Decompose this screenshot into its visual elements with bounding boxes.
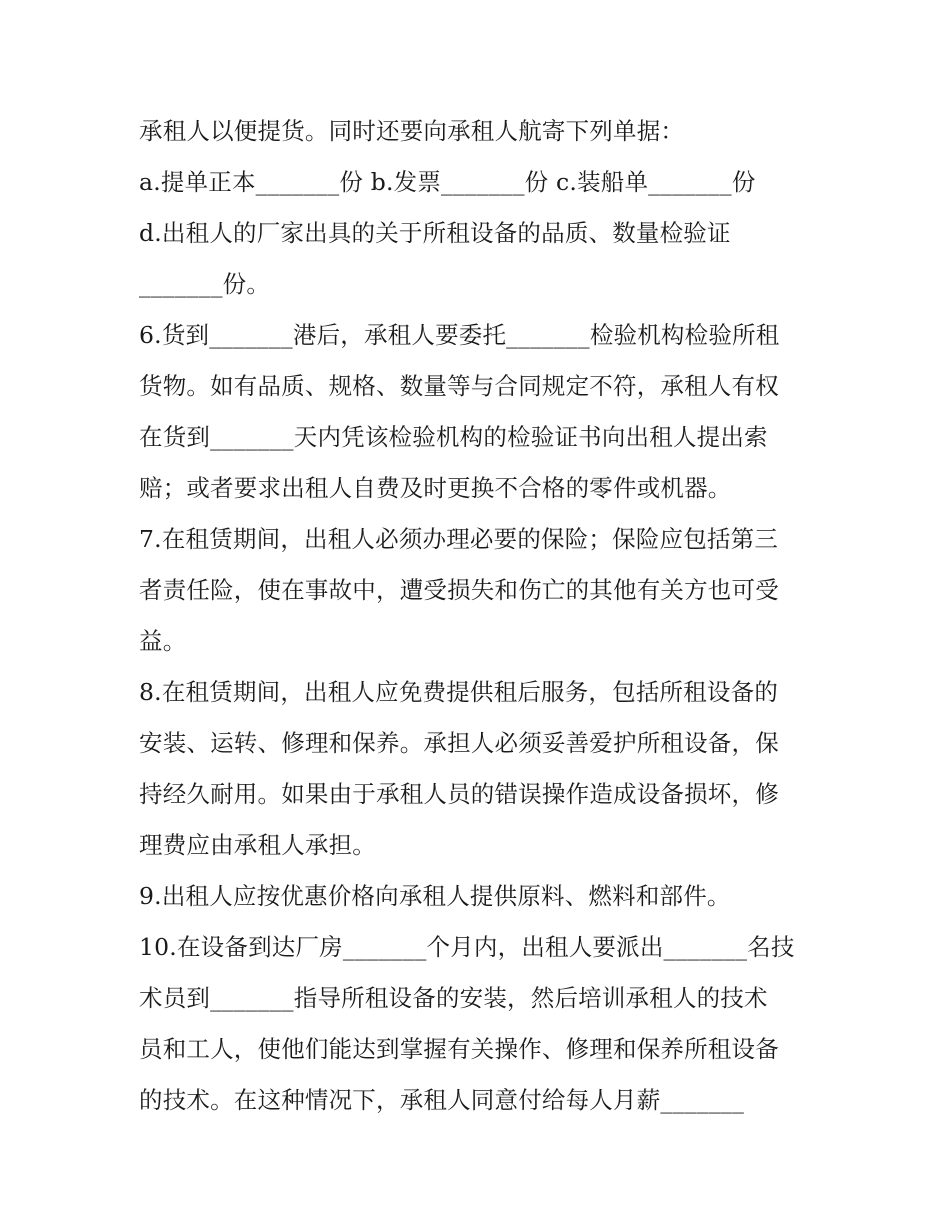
text-line: 益。 (139, 627, 187, 655)
text-line: 货物。如有品质、规格、数量等与合同规定不符，承租人有权 (139, 372, 779, 400)
text-line: 员和工人，使他们能达到掌握有关操作、修理和保养所租设备 (139, 1035, 779, 1063)
text-line: 理费应由承租人承担。 (139, 831, 376, 859)
text-line: 赔；或者要求出租人自费及时更换不合格的零件或机器。 (139, 474, 732, 502)
text-line: 安装、运转、修理和保养。承担人必须妥善爱护所租设备，保 (139, 729, 779, 757)
text-line: 在货到_______天内凭该检验机构的检验证书向出租人提出索 (139, 423, 768, 451)
text-line: 9.出租人应按优惠价格向承租人提供原料、燃料和部件。 (139, 882, 731, 910)
text-line: 7.在租赁期间，出租人必须办理必要的保险；保险应包括第三 (139, 525, 779, 553)
text-line: _______份。 (139, 270, 271, 298)
text-line: 6.货到_______港后，承租人要委托_______检验机构检验所租 (139, 321, 780, 349)
text-line: a.提单正本_______份 b.发票_______份 c.装船单_______份 (139, 168, 756, 196)
text-line: 10.在设备到达厂房_______个月内，出租人要派出_______名技 (139, 933, 795, 961)
text-line: d.出租人的厂家出具的关于所租设备的品质、数量检验证 (139, 219, 731, 247)
text-line: 承租人以便提货。同时还要向承租人航寄下列单据： (139, 117, 685, 145)
text-line: 8.在租赁期间，出租人应免费提供租后服务，包括所租设备的 (139, 678, 779, 706)
text-line: 术员到_______指导所租设备的安装，然后培训承租人的技术 (139, 984, 768, 1012)
text-line: 持经久耐用。如果由于承租人员的错误操作造成设备损坏，修 (139, 780, 779, 808)
text-line: 者责任险，使在事故中，遭受损失和伤亡的其他有关方也可受 (139, 576, 779, 604)
text-line: 的技术。在这种情况下，承租人同意付给每人月薪_______ (139, 1086, 745, 1114)
contract-text (139, 106, 829, 1126)
